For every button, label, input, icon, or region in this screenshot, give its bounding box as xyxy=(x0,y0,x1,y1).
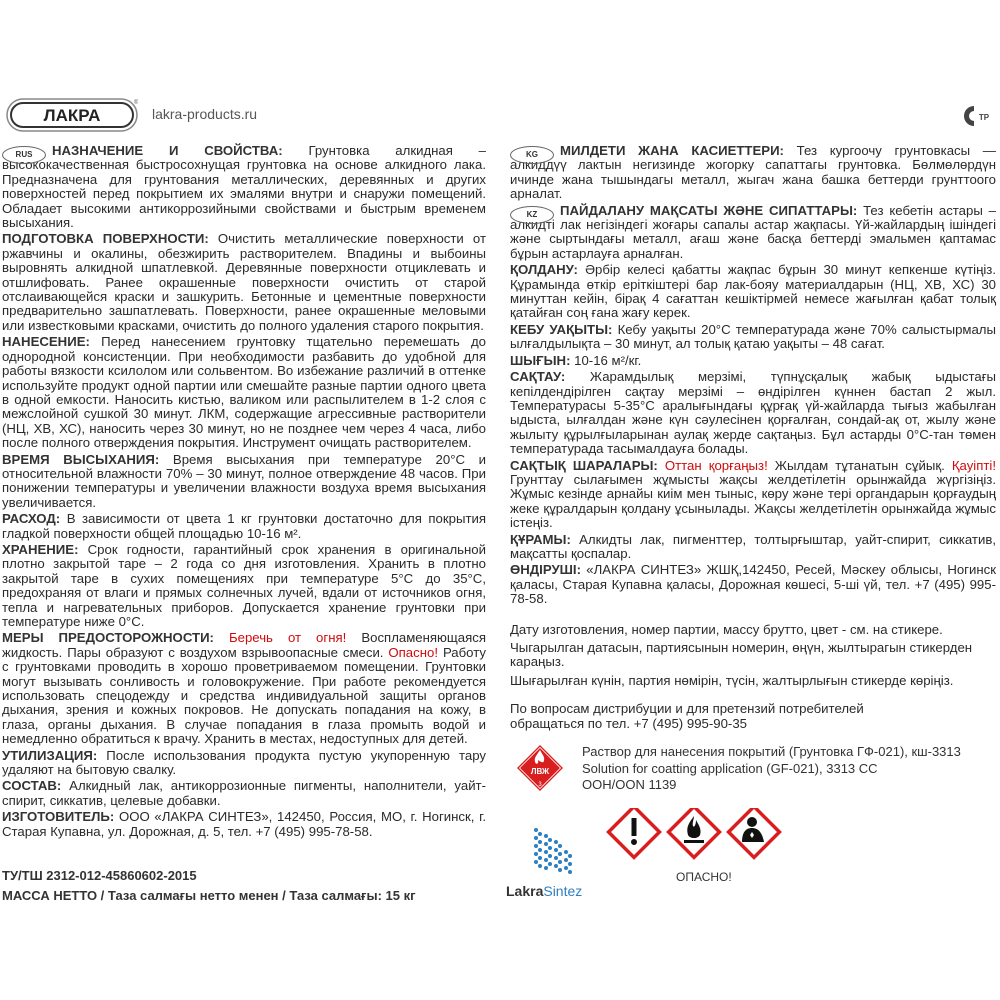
kz-fire-warning: Оттан қорғаңыз! xyxy=(664,457,768,473)
fire-warning: Беречь от огня! xyxy=(228,630,347,646)
kz-consumption-section: ШЫҒЫН: 10-16 м²/кг. xyxy=(510,352,642,368)
hazard-block xyxy=(512,742,992,802)
application-section: НАНЕСЕНИЕ: Перед нанесением грунтовку тщательно перемешать до однородной консистенции. При необходимости разбавить до удобной для работы вязкости ксилолом или сольвентом. Во избежание различий в оттенке используйте продукт одной партии или смешайте разные партии одного цвета в одной емкости. Наносить кистью, валиком или распылителем в 1-2 слоя с межслойной сушкой 30 минут. ЛКМ, содержащие агрессивные растворители (НЦ, ХВ, ХС), наносить через 30 минут, но не позднее чем через 4 часа, либо после полного отверждения покрытия. Инструмент очищать растворителем. xyxy=(2,334,486,451)
purpose-section: RUS НАЗНАЧЕНИЕ И СВОЙСТВА: Грунтовка алкидная – высококачественная быстросохнущая грунтовка на основе алкидного лака. Предназначена для грунтования металлических, деревянных и других поверхностей перед покрытием их эмалями внутри и снаружи помещений. Обладает высокими антикоррозийными свойствами и быстрым временем высыхания. xyxy=(2,143,486,231)
tr-mark-icon xyxy=(960,102,994,130)
left-column-ru xyxy=(2,144,486,841)
footer xyxy=(2,866,416,906)
flammable-liquid-adr-icon xyxy=(514,742,566,794)
header xyxy=(6,96,996,136)
contact-info: По вопросам дистрибуции и для претензий потребителей обращаться по тел. +7 (495) 995-90-35 xyxy=(510,701,864,731)
svg-text:®: ® xyxy=(134,100,138,106)
consumption-section: РАСХОД: В зависимости от цвета 1 кг грунтовки достаточно для покрытия гладкой поверхности общей площадью 10-16 м². xyxy=(2,511,486,541)
kz-use-section: ҚОЛДАНУ: Әрбір келесі қабатты жақпас бұрын 30 минут кепкенше күтіңіз. Құрамында өткір еріткіштері бар лак-бояу материалдарын (НЦ, ХВ, ХС) 30 минуттан кейін, бірақ 4 сағаттан кешіктірмей немесе жағылған қабат толық қатайған соң ғана жағу керек. xyxy=(510,262,997,321)
sticker-kz: Шығарылған күнін, партия нөмірін, түсін, жалтырлығын стикерде көріңіз. xyxy=(510,672,954,688)
drying-section: ВРЕМЯ ВЫСЫХАНИЯ: Время высыхания при температуре 20°С и относительной влажности 70% – 30 минут, полное отверждение 48 часов. При понижении температуры и увеличении влажности воздуха время высыхания увеличивается. xyxy=(2,451,486,510)
kz-safety-section: САҚТЫҚ ШАРАЛАРЫ: Оттан қорғаңыз! Жылдам тұтанатын сұйық. Қауіпті! Грунттау сылағымен жұмысты жақсы желдетілетін орынжайда жүргізіңіз. Жұмыс кезінде арнайы киім мен тыныс, көру және тері органдарын қорғаудың жеке құралдарын қолдану ұсынылады. Жақсы желдетілетін орынжайда жұмыс істеңіз. xyxy=(510,457,996,531)
lakra-logo xyxy=(6,98,138,132)
dna-dots-icon xyxy=(506,826,596,876)
kz-manufacturer-section: ӨНДІРУШІ: «ЛАКРА СИНТЕЗ» ЖШҚ,142450, Ресей, Мәскеу облысы, Ногинск қаласы, Старая Купавна қаласы, Дорожная көшесі, 5-ші үй, тел. +7 (495) 995-78-58. xyxy=(510,562,996,607)
kz-dry-section: КЕБУ УАҚЫТЫ: Кебу уақыты 20°С температурада және 70% салыстырмалы ылғалдылықта – 30 минут, ал толық қатаю уақыты – 48 сағат. xyxy=(510,321,996,352)
manufacturer-section: ИЗГОТОВИТЕЛЬ: ООО «ЛАКРА СИНТЕЗ», 142450, Россия, МО, г. Ногинск, г. Старая Купавна, ул. Дорожная, д. 5, тел. +7 (495) 995-78-58. xyxy=(2,809,486,839)
net-mass: МАССА НЕТТО / Таза салмағы нетто менен / Таза салмағы: 15 кг xyxy=(2,888,416,903)
exclamation-icon xyxy=(609,808,660,857)
disposal-section: УТИЛИЗАЦИЯ: После использования продукта пустую укупоренную тару удаляют на бытовую свалку. xyxy=(2,747,486,778)
lang-badge-kz: KZ xyxy=(510,206,554,224)
sticker-kg: Чыгарылган датасын, партиясынын номерин, өңүн, жылтырагын стикерден караңыз. xyxy=(510,640,973,670)
prep-section: ПОДГОТОВКА ПОВЕРХНОСТИ: Очистить металлические поверхности от ржавчины и окалины, обезжирить растворителем. Впадины и выбоины выровнять алкидной шпатлевкой. Деревянные поверхности отциклевать и отшлифовать. Ранее окрашенные поверхности очистить от старой отслаивающейся краски и зашкурить. Бетонные и цементные поверхности предварительно зашпатлевать. Поверхности, ранее окрашенные меловыми или известковыми красками, очистить до полного удаления старого покрытия. xyxy=(2,231,486,333)
safety-section: МЕРЫ ПРЕДОСТОРОЖНОСТИ: Беречь от огня! Воспламеняющаяся жидкость. Пары образуют с воздухом взрывоопасные смеси. Опасно! Работу с грунтовками проводить в хорошо проветриваемом помещении. Грунтовки могут вызывать сонливость и головокружение. При работе рекомендуется использовать спецодежду и средства индивидуальной защиты органов дыхания, зрения и кожных покровов. Не допускать попадания на кожу, в глаза, органы дыхания. В случае попадания в глаза промыть водой и немедленно обратиться к врачу. Хранить в местах, недоступных для детей. xyxy=(2,630,487,747)
lakra-sintez-logo xyxy=(506,826,596,899)
hazard-description: Раствор для нанесения покрытий (Грунтовка ГФ-021), кш-3313 Solution for coatting application (GF-021), 3313 СС ООН/ООN 1139 xyxy=(582,744,961,792)
kz-composition-section: ҚҰРАМЫ: Алкидты лак, пигменттер, толтырғыштар, уайт-спирит, сиккатив, мақсатты қоспалар. xyxy=(510,531,996,561)
svg-text:TP: TP xyxy=(978,113,990,122)
danger-label: ОПАСНО! xyxy=(676,870,732,884)
sticker-info xyxy=(510,623,996,731)
kz-danger-warning: Қауіпті! xyxy=(951,457,996,473)
logo-text: ЛАКРА xyxy=(43,106,101,125)
website-url[interactable]: lakra-products.ru xyxy=(152,106,258,122)
danger-warning: Опасно! xyxy=(388,644,439,660)
brand-part2: Sintez xyxy=(543,883,583,899)
kg-section: KG МИЛДЕТИ ЖАНА КАСИЕТТЕРИ: Тез кургоочу грунтовкасы — алкиддүү лактын негизинде жогорку сапаттагы грунтовка. Бөлмөлөрдүн ичинде жана тышындагы металл, жыгач жана башка беттерди грунттоого арналат. xyxy=(510,143,996,202)
lang-badge-kg: KG xyxy=(510,146,554,164)
lang-badge-ru: RUS xyxy=(2,146,46,164)
sticker-ru: Дату изготовления, номер партии, массу брутто, цвет - см. на стикере. xyxy=(510,621,943,637)
svg-text:ЛВЖ: ЛВЖ xyxy=(530,767,550,776)
storage-section: ХРАНЕНИЕ: Срок годности, гарантийный срок хранения в оригинальной плотно закрытой таре – 2 года со дня изготовления. Хранить в плотно закрытой таре в сухих помещениях при температуре 5°С до 35°С, предохраняя от влаги и прямых солнечных лучей, вдали от источников огня, тепла и нагревательных приборов. Допускается хранение грунтовки при температуре ниже 0°С. xyxy=(2,541,486,629)
kz-storage-section: САҚТАУ: Жарамдылық мерзімі, түпнұсқалық жабық ыдыстағы кепілдендірілген сақтау мерзімі – өндірілген күннен бастап 2 жыл. Температурасы 5-35°С аралығындағы құрғақ үй-жайларда тығыз жабылған ыдыста, ылғалдан және күн сәулесінен қорғалған, сондай-ақ от, жылу және жылыту құрылғыларынан аулақ жерде сақтаңыз. Бұл астарды 0°С-тан төмен температурада тасымалдауға болады. xyxy=(510,369,996,457)
ghs-pictograms xyxy=(604,808,784,872)
standard-code: ТУ/ТШ 2312-012-45860602-2015 xyxy=(2,868,197,883)
health-hazard-icon xyxy=(729,808,780,857)
svg-text:3: 3 xyxy=(538,782,542,788)
kz-purpose-section: KZ ПАЙДАЛАНУ МАҚСАТЫ ЖӘНЕ СИПАТТАРЫ: Тез кебетін астары – алкидті лак негізіндегі жоғары сапалы астар жақпасы. Үй-жайлардың ішіндегі және сыртындағы металл, ағаш және басқа беттерді эмальмен қаптамас бұрын астарлауға арналған. xyxy=(510,202,997,261)
flame-icon xyxy=(669,808,720,857)
composition-section: СОСТАВ: Алкидный лак, антикоррозионные пигменты, наполнители, уайт-спирит, сиккатив, целевые добавки. xyxy=(2,778,486,808)
brand-part1: Lakra xyxy=(506,883,544,899)
right-column-kg-kz xyxy=(510,144,996,735)
